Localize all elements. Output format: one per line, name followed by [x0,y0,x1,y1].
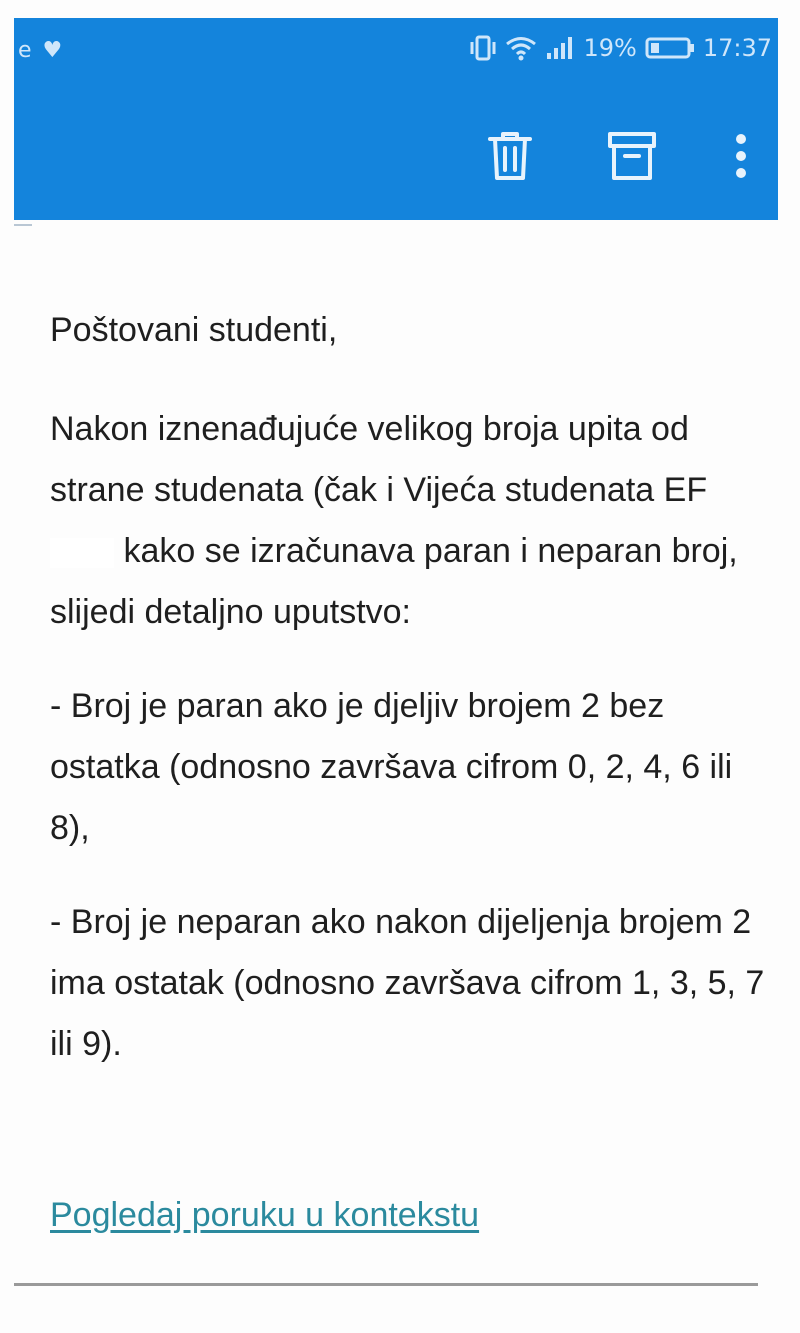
archive-icon [607,130,657,182]
rule-even: - Broj je paran ako je djeljiv brojem 2 bez ostatka (odnosno završava cifrom 0, 2, 4, 6 ili 8), [50,687,733,847]
intro-paragraph [50,399,770,643]
notification-glyphs: e ♥ [18,38,65,63]
archive-button[interactable] [604,126,660,186]
signal-icon [545,35,575,61]
delete-button[interactable] [482,126,538,186]
greeting: Poštovani studenti, [50,311,338,349]
more-vert-icon [734,133,748,179]
divider-tick [14,224,32,226]
redaction [50,538,114,568]
bottom-divider [14,1283,758,1286]
battery-icon [645,36,695,60]
intro-text-end: kako se izračunava paran i neparan broj, slijedi detaljno uputstvo: [50,532,738,631]
clock: 17:37 [702,34,772,62]
toolbar [482,126,756,186]
status-bar [14,18,778,78]
wifi-icon [505,35,537,61]
view-in-context-link[interactable]: Pogledaj poruku u kontekstu [50,1196,480,1234]
more-options-button[interactable] [726,126,756,186]
intro-text-start: Nakon iznenađujuće velikog broja upita od strane studenata (čak i Vijeća studenata EF [50,410,708,509]
vibrate-icon [469,35,497,61]
trash-icon [487,130,533,182]
rule-odd: - Broj je neparan ako nakon dijeljenja brojem 2 ima ostatak (odnosno završava cifrom 1, 3, 5, 7 ili 9). [50,903,765,1063]
app-bar [14,18,778,220]
message-body [50,300,770,1108]
battery-percent: 19% [583,34,637,62]
status-indicators [469,34,772,62]
